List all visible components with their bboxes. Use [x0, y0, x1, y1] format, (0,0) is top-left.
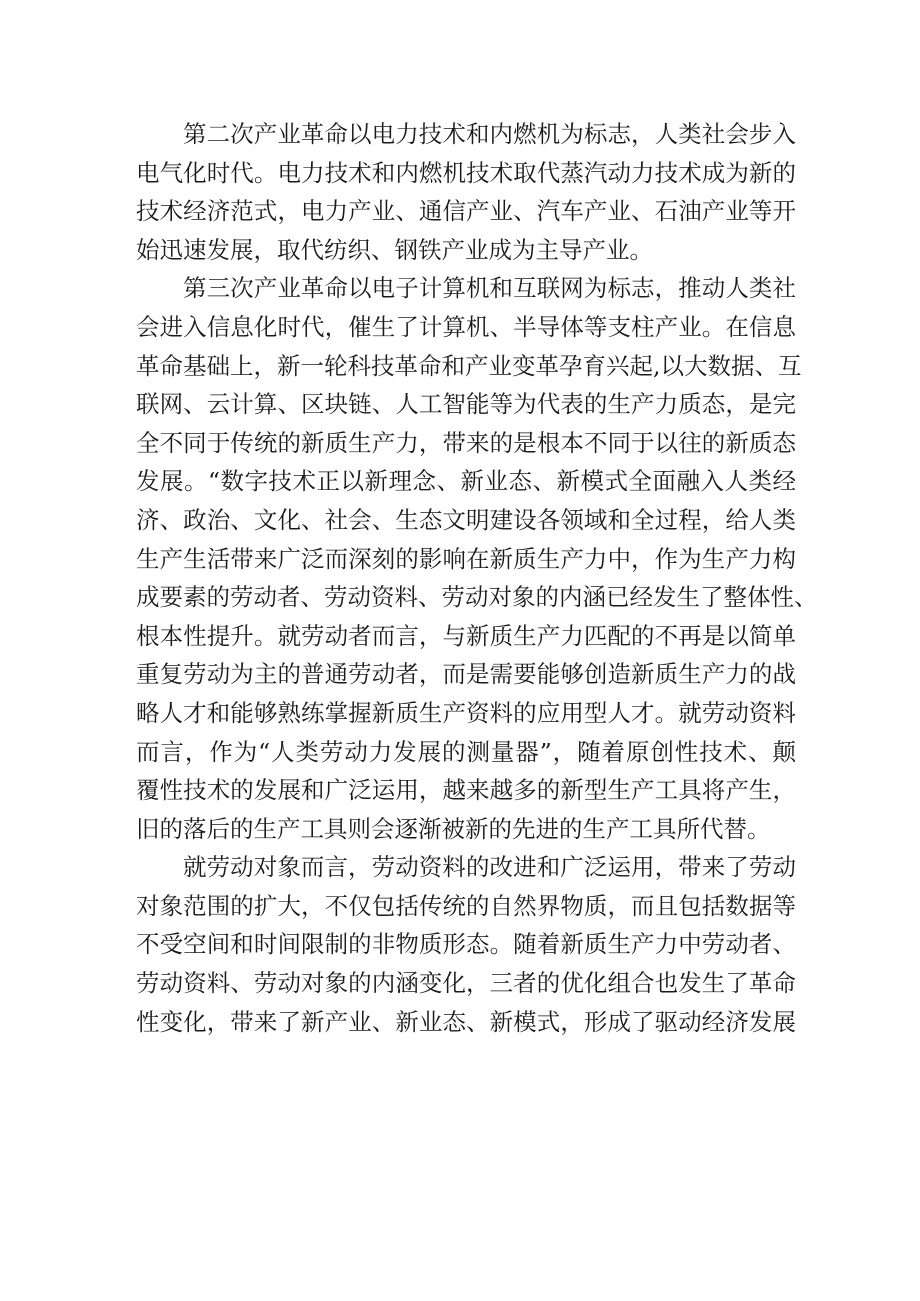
text-line: 根本性提升。就劳动者而言，与新质生产力匹配的不再是以简单 [136, 621, 796, 650]
text-line: 不受空间和时间限制的非物质形态。随着新质生产力中劳动者、 [136, 930, 796, 959]
text-line: 会进入信息化时代，催生了计算机、半导体等支柱产业。在信息 [136, 312, 796, 341]
text-line: 生产生活带来广泛而深刻的影响在新质生产力中，作为生产力构 [136, 544, 796, 573]
text-line: 覆性技术的发展和广泛运用，越来越多的新型生产工具将产生， [136, 776, 796, 805]
text-line: 革命基础上，新一轮科技革命和产业变革孕育兴起,以大数据、互 [136, 351, 802, 380]
text-line: 性变化，带来了新产业、新业态、新模式，形成了驱动经济发展 [136, 1007, 796, 1036]
text-line: 始迅速发展，取代纺织、钢铁产业成为主导产业。 [136, 235, 653, 264]
text-line: 旧的落后的生产工具则会逐渐被新的先进的生产工具所代替。 [136, 814, 771, 843]
text-line: 劳动资料、劳动对象的内涵变化，三者的优化组合也发生了革命 [136, 969, 796, 998]
text-line: 第三次产业革命以电子计算机和互联网为标志，推动人类社 [183, 274, 796, 303]
text-line: 而言，作为“人类劳动力发展的测量器”，随着原创性技术、颠 [136, 737, 796, 766]
text-line: 济、政治、文化、社会、生态文明建设各领域和全过程，给人类 [136, 505, 796, 534]
text-line: 重复劳动为主的普通劳动者，而是需要能够创造新质生产力的战 [136, 660, 796, 689]
paragraph-third-industrial-revolution [136, 269, 818, 848]
text-line: 发展。“数字技术正以新理念、新业态、新模式全面融入人类经 [136, 467, 796, 496]
text-line: 第二次产业革命以电力技术和内燃机为标志，人类社会步入 [183, 120, 796, 148]
body-text [136, 115, 818, 1041]
text-line: 电气化时代。电力技术和内燃机技术取代蒸汽动力技术成为新的 [136, 158, 796, 187]
paragraph-labor-objects [136, 848, 796, 1041]
text-line: 联网、云计算、区块链、人工智能等为代表的生产力质态，是完 [136, 390, 796, 419]
text-line: 技术经济范式，电力产业、通信产业、汽车产业、石油产业等开 [136, 197, 796, 226]
text-line: 全不同于传统的新质生产力，带来的是根本不同于以往的新质态 [136, 428, 796, 457]
text-line: 成要素的劳动者、劳动资料、劳动对象的内涵已经发生了整体性、 [136, 583, 818, 612]
text-line: 对象范围的扩大，不仅包括传统的自然界物质，而且包括数据等 [136, 891, 796, 920]
text-line: 就劳动对象而言，劳动资料的改进和广泛运用，带来了劳动 [183, 853, 796, 882]
paragraph-second-industrial-revolution [136, 115, 796, 269]
text-line: 略人才和能够熟练掌握新质生产资料的应用型人才。就劳动资料 [136, 698, 796, 727]
